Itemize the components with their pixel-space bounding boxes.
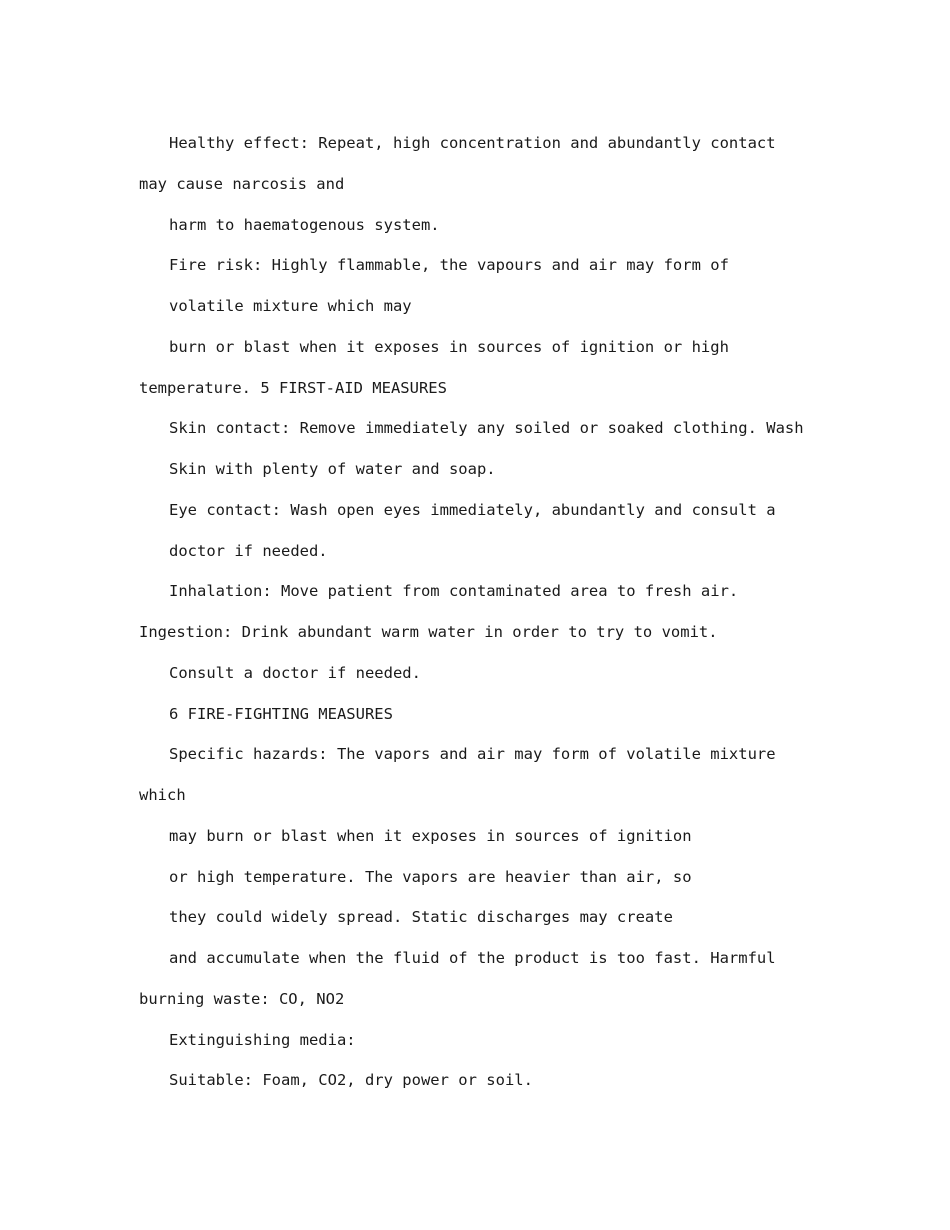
text-line: may cause narcosis and — [139, 174, 345, 193]
text-line: Healthy effect: Repeat, high concentration and abundantly contact — [169, 134, 776, 152]
text-line: volatile mixture which may — [169, 297, 412, 315]
text-line: Inhalation: Move patient from contaminated area to fresh air. — [169, 582, 739, 601]
document-body — [139, 123, 819, 1101]
text-line: Fire risk: Highly flammable, the vapours and air may form of — [169, 256, 729, 275]
text-line: or high temperature. The vapors are heavier than air, so — [169, 867, 692, 886]
text-line: Suitable: Foam, CO2, dry power or soil. — [169, 1071, 533, 1090]
text-line: doctor if needed. — [169, 541, 328, 560]
text-line: temperature. 5 FIRST-AID MEASURES — [139, 378, 447, 397]
text-line: Skin with plenty of water and soap. — [169, 460, 496, 478]
text-line: they could widely spread. Static discharges may create — [169, 908, 673, 927]
text-line: Eye contact: Wash open eyes immediately, abundantly and consult a — [169, 500, 776, 519]
text-line: harm to haematogenous system. — [169, 215, 440, 234]
text-line: Specific hazards: The vapors and air may form of volatile mixture — [169, 745, 776, 764]
text-line: may burn or blast when it exposes in sources of ignition — [169, 826, 692, 845]
text-line: burn or blast when it exposes in sources of ignition or high — [169, 337, 729, 356]
text-line: Ingestion: Drink abundant warm water in order to try to vomit. — [139, 623, 718, 641]
text-line: and accumulate when the fluid of the product is too fast. Harmful — [169, 949, 776, 967]
section-heading: 6 FIRE-FIGHTING MEASURES — [169, 704, 393, 723]
text-line: Skin contact: Remove immediately any soiled or soaked clothing. Wash — [169, 419, 804, 438]
text-line: Extinguishing media: — [169, 1030, 356, 1049]
text-line: which — [139, 786, 186, 804]
text-line: Consult a doctor if needed. — [169, 663, 421, 682]
text-line: burning waste: CO, NO2 — [139, 989, 345, 1008]
